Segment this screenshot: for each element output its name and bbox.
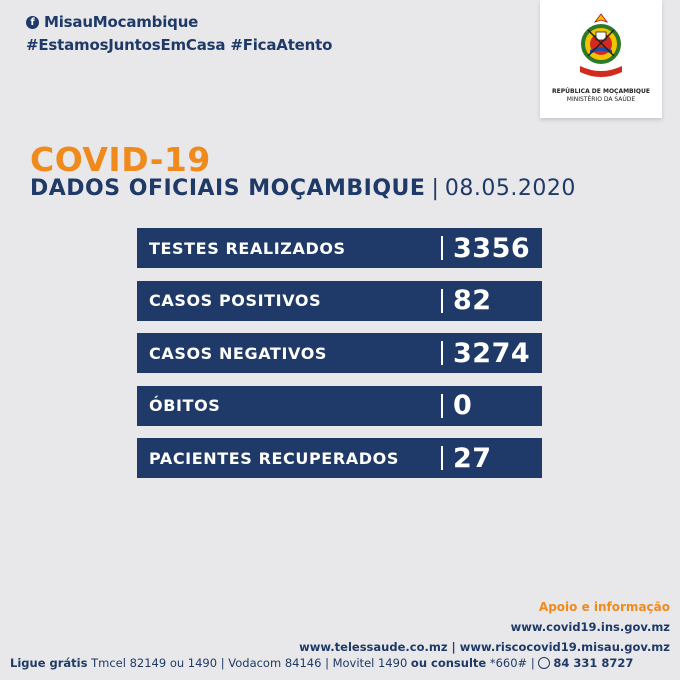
social-block	[26, 12, 332, 54]
stat-row-positive	[137, 281, 542, 321]
page-subtitle	[30, 176, 576, 201]
website-links[interactable]: www.telessaude.co.mz | www.riscocovid19.misau.gov.mz	[299, 640, 670, 654]
stat-row-deaths	[137, 386, 542, 426]
subtitle-separator: |	[431, 176, 439, 201]
support-heading: Apoio e informação	[538, 600, 670, 614]
whatsapp-number[interactable]: 84 331 8727	[553, 656, 634, 670]
stat-label: CASOS POSITIVOS	[149, 291, 322, 310]
stats-list	[137, 228, 542, 491]
ussd-code: *660# |	[489, 656, 535, 670]
stat-value: 27	[453, 442, 492, 474]
facebook-handle: MisauMocambique	[44, 13, 199, 31]
emblem-card	[540, 0, 662, 118]
free-call-label: Ligue grátis	[10, 656, 88, 670]
stat-row-tests	[137, 228, 542, 268]
stat-value: 3274	[453, 337, 531, 369]
or-consult-label: ou consulte	[410, 656, 487, 670]
page-title: COVID-19	[30, 140, 211, 179]
stat-value: 82	[453, 285, 492, 316]
coat-of-arms-icon	[574, 10, 628, 84]
website-link-ins[interactable]: www.covid19.ins.gov.mz	[510, 620, 670, 634]
stat-divider	[441, 236, 443, 260]
stat-row-negative	[137, 333, 542, 373]
subtitle-text: DADOS OFICIAIS MOÇAMBIQUE	[30, 176, 426, 201]
report-date: 08.05.2020	[444, 176, 576, 201]
stat-row-recovered	[137, 438, 542, 478]
stat-label: TESTES REALIZADOS	[149, 238, 346, 258]
hashtags: #EstamosJuntosEmCasa #FicaAtento	[26, 36, 333, 54]
hotline-footer	[10, 656, 633, 670]
facebook-line[interactable]	[26, 12, 332, 32]
stat-label: PACIENTES RECUPERADOS	[149, 448, 399, 468]
stat-value: 3356	[453, 232, 531, 264]
stat-divider	[441, 394, 443, 418]
stat-divider	[441, 341, 443, 365]
stat-value: 0	[453, 390, 473, 421]
stat-label: CASOS NEGATIVOS	[149, 343, 328, 363]
stat-label: ÓBITOS	[149, 396, 221, 415]
stat-divider	[441, 446, 443, 470]
emblem-ministry-label: MINISTÉRIO DA SAÚDE	[566, 96, 636, 103]
emblem-country-label: REPÚBLICA DE MOÇAMBIQUE	[552, 88, 650, 95]
carrier-numbers: Tmcel 82149 ou 1490 | Vodacom 84146 | Movitel 1490	[91, 656, 408, 670]
facebook-icon: f	[26, 16, 39, 29]
whatsapp-icon	[538, 657, 550, 669]
stat-divider	[441, 289, 443, 313]
